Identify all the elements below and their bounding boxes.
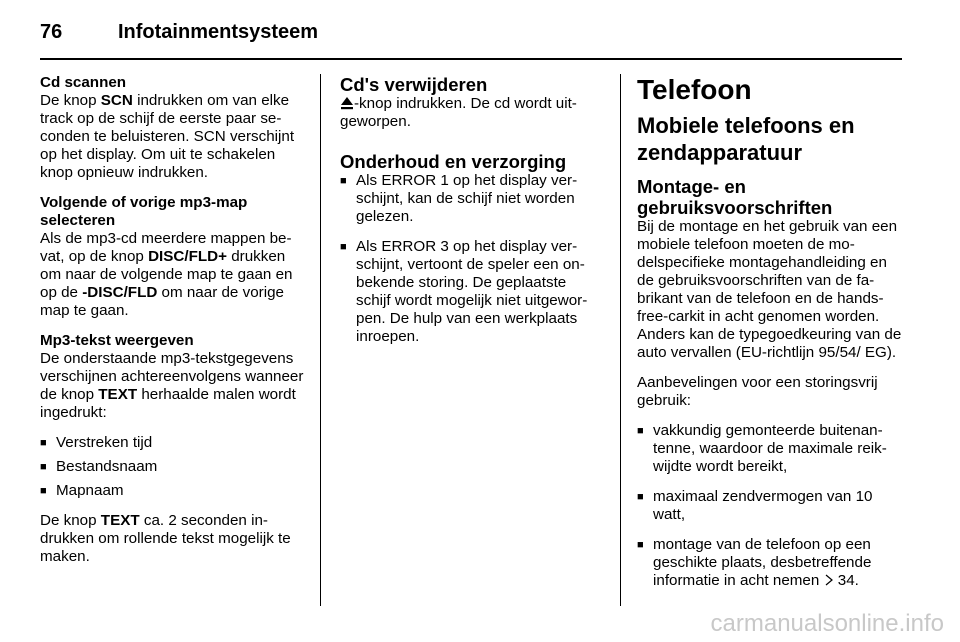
text-run: De knop [40,512,101,529]
page-reference-arrow-icon [824,574,834,586]
column-middle [340,74,602,358]
list-item [637,536,903,590]
section-title-cd-scannen: Cd scannen [40,74,127,91]
page-reference[interactable]: 34. [837,572,859,589]
column-left [40,74,308,566]
section-title-onderhoud: Onderhoud en verzorging [340,151,567,172]
bullet-list-onderhoud [340,172,602,346]
paragraph-cd-scannen [40,92,308,182]
chapter-title: Infotainmentsysteem [118,21,319,43]
bullet-list-aanbevelingen [637,422,903,590]
text-run: drukken om naar de volgende map te gaan en op de [40,248,293,301]
section-title-mp3-map: Volgende of vorige mp3-map selecteren [40,194,248,229]
column-divider [320,74,321,606]
heading-mobiele-telefoons: Mobiele telefoons en zendapparatuur [637,113,855,165]
paragraph-mp3-map [40,230,308,320]
key-label: -DISC/FLD [82,284,158,301]
paragraph-cd-verwijderen [340,95,602,131]
text-run: montage van de telefoon op een geschikte plaats, desbetreffende informatie in acht nemen [653,536,872,589]
header-rule [40,58,902,60]
eject-icon [340,96,354,110]
heading-montage: Montage- en gebruiksvoorschriften [637,176,833,218]
text-run: De onderstaande mp3-tekstgegevens verschijnen achtereenvolgens wanneer de knop [40,350,304,403]
list-item: ■ Mapnaam [40,482,308,500]
paragraph-aanbevelingen: Aanbevelingen voor een storingsvrij gebruik: [637,374,878,409]
text-run: indrukken om van elke track op de schijf de eerste paar seconden te beluisteren. SCN verschijnt op het display. Om uit te schakelen knop opnieuw indrukken. [40,92,295,181]
paragraph-mp3-tekst [40,350,308,422]
key-label: DISC/FLD+ [148,248,227,265]
watermark: carmanualsonline.info [710,610,944,637]
text-run: -knop indrukken. De cd wordt uitgeworpen. [340,95,577,130]
page-header [40,18,920,54]
list-item: ■ Verstreken tijd [40,434,308,452]
column-right [637,74,903,602]
bullet-list-mp3-tekst [40,434,308,500]
list-item: ■ maximaal zendvermogen van 10 watt, [637,488,903,524]
column-divider [620,74,621,606]
list-item: ■ Bestandsnaam [40,458,308,476]
key-label: TEXT [98,386,138,403]
section-title-cd-verwijderen: Cd's verwijderen [340,74,488,95]
chapter-heading-telefoon: Telefoon [637,74,752,105]
section-title-mp3-tekst: Mp3-tekst weergeven [40,332,194,349]
text-run: herhaalde malen wordt ingedrukt: [40,386,296,421]
paragraph-montage: Bij de montage en het gebruik van een mobiele telefoon moeten de modelspecifieke montagehandleiding en de gebruiksvoorschriften van de fabrikant van de telefoon en de hands-free-carkit in acht genomen worden. Anders kan de typegoedkeuring van de auto vervallen (EU-richtlijn 95/54/ EG). [637,218,902,361]
list-item: ■ vakkundig gemonteerde buitenantenne, waardoor de maximale reikwijdte wordt bereikt, [637,422,903,476]
page-number: 76 [40,21,63,43]
key-label: TEXT [100,512,140,529]
list-item: ■ Als ERROR 1 op het display verschijnt, kan de schijf niet worden gelezen. [340,172,602,226]
key-label: SCN [100,92,133,109]
text-run: om naar de vorige map te gaan. [40,284,284,319]
text-run: De knop [40,92,101,109]
text-run: ca. 2 seconden indrukken om rollende tekst mogelijk te maken. [40,512,291,565]
text-run: Als de mp3-cd meerdere mappen bevat, op de knop [40,230,292,265]
list-item: ■ Als ERROR 3 op het display verschijnt, vertoont de speler een onbekende storing. De geplaatste schijf wordt mogelijk niet uitgeworpen. De hulp van een werkplaats inroepen. [340,238,602,346]
paragraph-rollende-tekst [40,512,308,566]
